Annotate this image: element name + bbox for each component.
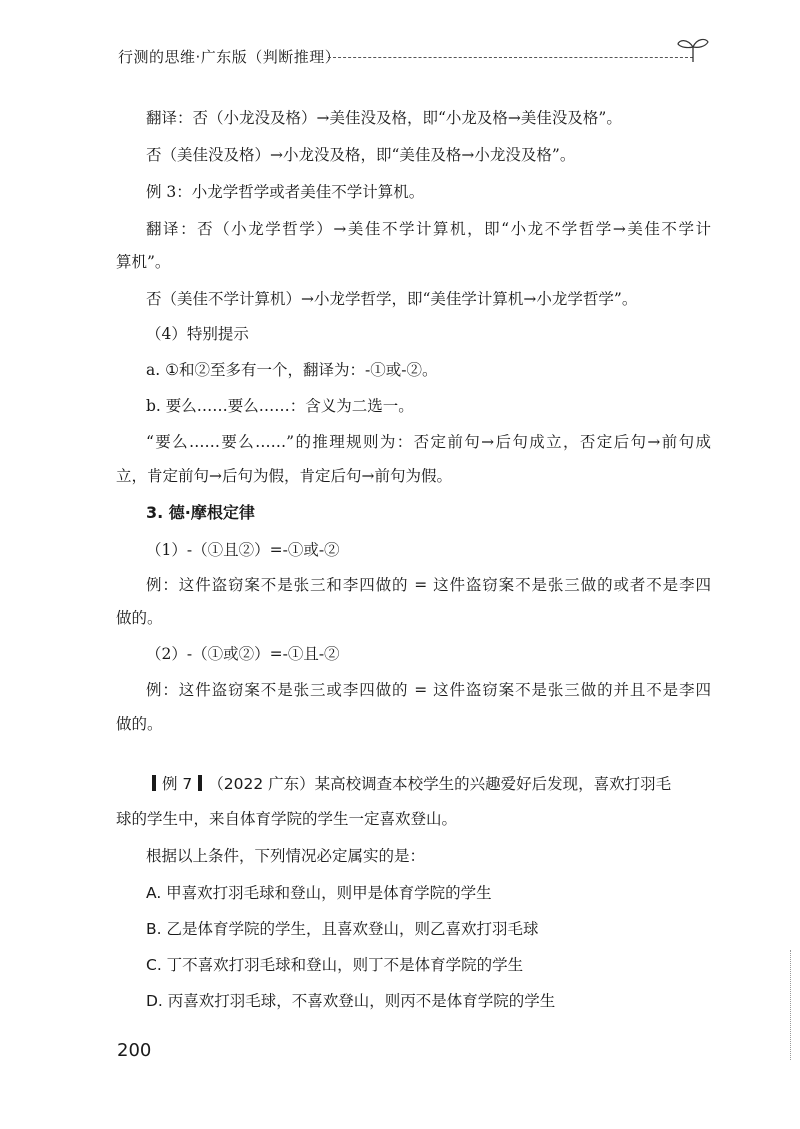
- question-label: 例 7: [162, 775, 193, 793]
- scan-edge-marks: [790, 950, 791, 1060]
- question-tag-mark: [152, 775, 156, 791]
- question-stem-continued: 球的学生中，来自体育学院的学生一定喜欢登山。: [116, 810, 458, 828]
- option-c: C. 丁不喜欢打羽毛球和登山，则丁不是体育学院的学生: [146, 956, 524, 974]
- paragraph-line: 做的。: [116, 715, 163, 733]
- sprout-icon: [673, 34, 713, 64]
- question-prompt: 根据以上条件，下列情况必定属实的是：: [146, 847, 426, 865]
- paragraph-line: a. ①和②至多有一个，翻译为：-①或-②。: [146, 361, 438, 379]
- question-stem: [146, 774, 711, 794]
- paragraph-line: 做的。: [116, 609, 163, 627]
- paragraph-line: 例：这件盗窃案不是张三和李四做的 = 这件盗窃案不是张三做的或者不是李四: [146, 576, 711, 594]
- header-divider: [328, 57, 693, 58]
- page-number: 200: [117, 1040, 152, 1061]
- question-stem-text: （2022 广东）某高校调查本校学生的兴趣爱好后发现，喜欢打羽毛: [208, 775, 672, 793]
- section-subheading: （4）特别提示: [146, 325, 249, 343]
- paragraph-line: 否（美佳没及格）→小龙没及格，即“美佳及格→小龙没及格”。: [146, 146, 576, 164]
- formula-line: （1）-（①且②）=-①或-②: [146, 541, 340, 559]
- paragraph-line: 翻译：否（小龙学哲学）→美佳不学计算机，即“小龙不学哲学→美佳不学计: [146, 220, 711, 238]
- paragraph-line: 翻译：否（小龙没及格）→美佳没及格，即“小龙及格→美佳没及格”。: [146, 109, 622, 127]
- running-header: [118, 34, 718, 74]
- option-d: D. 丙喜欢打羽毛球，不喜欢登山，则丙不是体育学院的学生: [146, 992, 556, 1010]
- header-title: 行测的思维·广东版（判断推理）: [118, 48, 341, 66]
- paragraph-line: 例：这件盗窃案不是张三或李四做的 = 这件盗窃案不是张三做的并且不是李四: [146, 681, 711, 699]
- paragraph-line: “要么……要么……”的推理规则为：否定前句→后句成立，否定后句→前句成: [146, 433, 711, 451]
- formula-line: （2）-（①或②）=-①且-②: [146, 645, 340, 663]
- paragraph-line: b. 要么……要么……：含义为二选一。: [146, 397, 414, 415]
- paragraph-line: 否（美佳不学计算机）→小龙学哲学，即“美佳学计算机→小龙学哲学”。: [146, 290, 638, 308]
- section-heading: 3. 德·摩根定律: [146, 503, 255, 522]
- option-a: A. 甲喜欢打羽毛球和登山，则甲是体育学院的学生: [146, 884, 492, 902]
- option-b: B. 乙是体育学院的学生，且喜欢登山，则乙喜欢打羽毛球: [146, 920, 539, 938]
- paragraph-line: 立，肯定前句→后句为假，肯定后句→前句为假。: [116, 467, 452, 485]
- question-tag-mark: [198, 775, 202, 791]
- paragraph-line: 算机”。: [116, 253, 171, 271]
- paragraph-line: 例 3：小龙学哲学或者美佳不学计算机。: [146, 183, 425, 201]
